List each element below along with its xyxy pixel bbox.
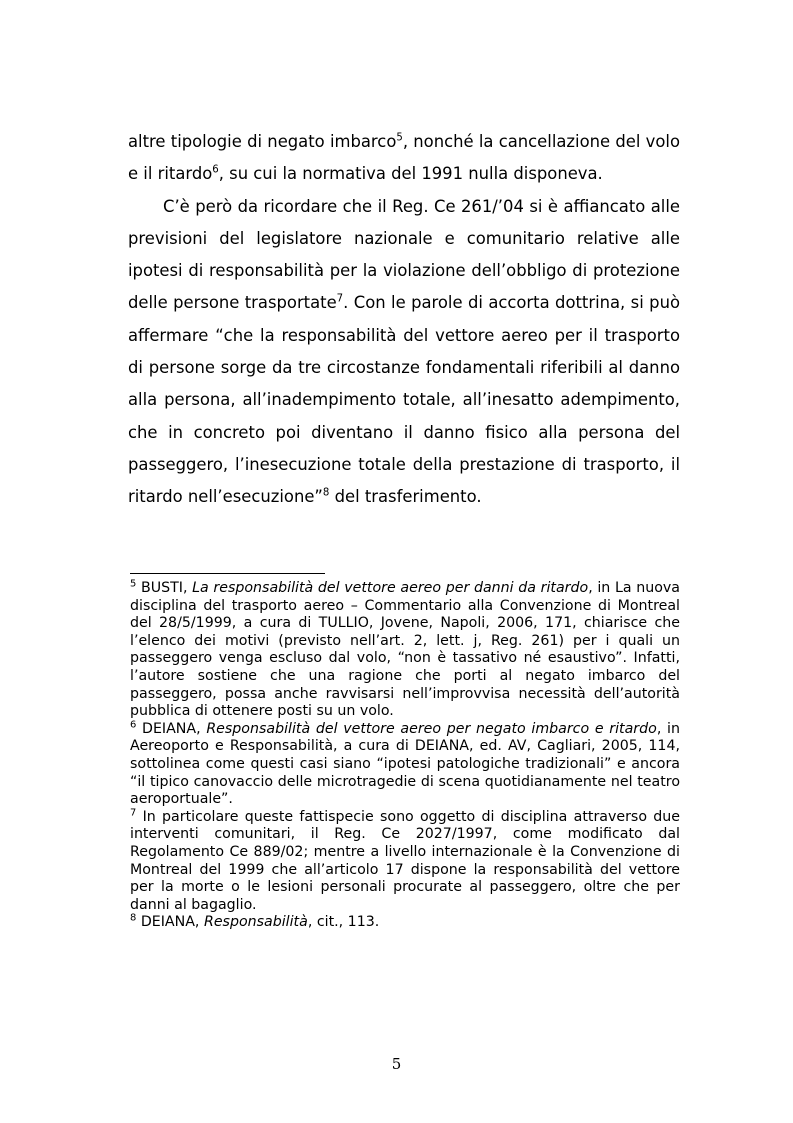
footnote-title: La responsabilità del vettore aereo per danni da ritardo	[192, 580, 589, 596]
footnote-text: DEIANA,	[136, 914, 204, 931]
footnotes	[130, 580, 680, 932]
paragraph-1	[128, 126, 680, 191]
paragraph-text: , nonché la cancellazione del volo e il ritardo	[128, 132, 680, 184]
footnote-text: DEIANA,	[136, 720, 207, 737]
footnote-6	[130, 721, 680, 809]
paragraph-text: , su cui la normativa del 1991 nulla disponeva.	[218, 164, 603, 184]
footnote-ref-6[interactable]: 6	[212, 164, 219, 176]
footnote-text: , cit., 113.	[307, 914, 380, 931]
footnote-text: BUSTI,	[136, 580, 193, 596]
footnote-title: Responsabilità del vettore aereo per negato imbarco e ritardo	[206, 720, 657, 737]
footnote-7	[130, 806, 680, 915]
paragraph-text: C’è però da ricordare che il Reg. Ce 261/’04 si è affiancato alle previsioni del legislatore nazionale e comunitario relative alle ipotesi di responsabilità per la violazione dell’obbligo di protezione delle persone trasportate	[128, 196, 680, 313]
paragraph-text: altre tipologie di negato imbarco	[128, 132, 397, 151]
footnote-text: In particolare queste fattispecie sono oggetto di disciplina attraverso due interventi comunitari, il Reg. Ce 2027/1997, come modificato dal Regolamento Ce 889/02; mentre a livello internazionale è la Convenzione di Montreal del 1999 che all’articolo 17 dispone la responsabilità del vettore per la morte o le lesioni personali procurate al passeggero, oltre che per danni al bagaglio.	[130, 808, 680, 913]
footnote-ref-7[interactable]: 7	[336, 294, 344, 306]
paragraph-text: . Con le parole di accorta dottrina, si può affermare “che la responsabilità del vettore aereo per il trasporto di persone sorge da tre circostanze fondamentali riferibili al danno alla persona, all’inadempimento totale, all’inesatto adempimento, che in concreto poi diventano il danno fisico alla persona del passeggero, l’inesecuzione totale della prestazione di trasporto, il ritardo nell’esecuzione”	[128, 293, 680, 507]
footnote-5	[130, 580, 680, 721]
footnote-text: , in Aereoporto e Responsabilità, a cura di DEIANA, ed. AV, Cagliari, 2005, 114, sottolinea come questi casi siano “ipotesi patologiche tradizionali” e ancora “il tipico canovaccio delle microtragedie di scena quotidianamente nel teatro aeroportuale”.	[130, 720, 680, 808]
footnote-number: 6	[130, 719, 137, 731]
footnote-text: , in La nuova disciplina del trasporto aereo – Commentario alla Convenzione di Montreal del 28/5/1999, a cura di TULLIO, Jovene, Napoli, 2006, 171, chiarisce che l’elenco dei motivi (previsto nell’art. 2, lett. j, Reg. 261) per i quali un passeggero venga escluso dal volo, “non è tassativo né esaustivo”. Infatti, l’autore sostiene che una ragione che porti al negato imbarco del passeggero, possa anche ravvisarsi nell’improvvisa necessità dell’autorità pubblica di ottenere posti su un volo.	[130, 580, 680, 720]
body-text	[128, 126, 680, 514]
footnote-number: 5	[130, 578, 137, 590]
paragraph-text: del trasferimento.	[329, 487, 482, 507]
footnote-ref-8[interactable]: 8	[322, 487, 330, 499]
paragraph-2	[128, 191, 680, 514]
footnote-8	[130, 914, 680, 932]
footnote-ref-5[interactable]: 5	[396, 132, 403, 144]
footnote-separator	[130, 573, 325, 574]
footnote-number: 7	[130, 806, 137, 818]
footnote-number: 8	[130, 912, 137, 924]
page-number: 5	[391, 1055, 402, 1073]
footnote-title: Responsabilità	[203, 914, 308, 931]
